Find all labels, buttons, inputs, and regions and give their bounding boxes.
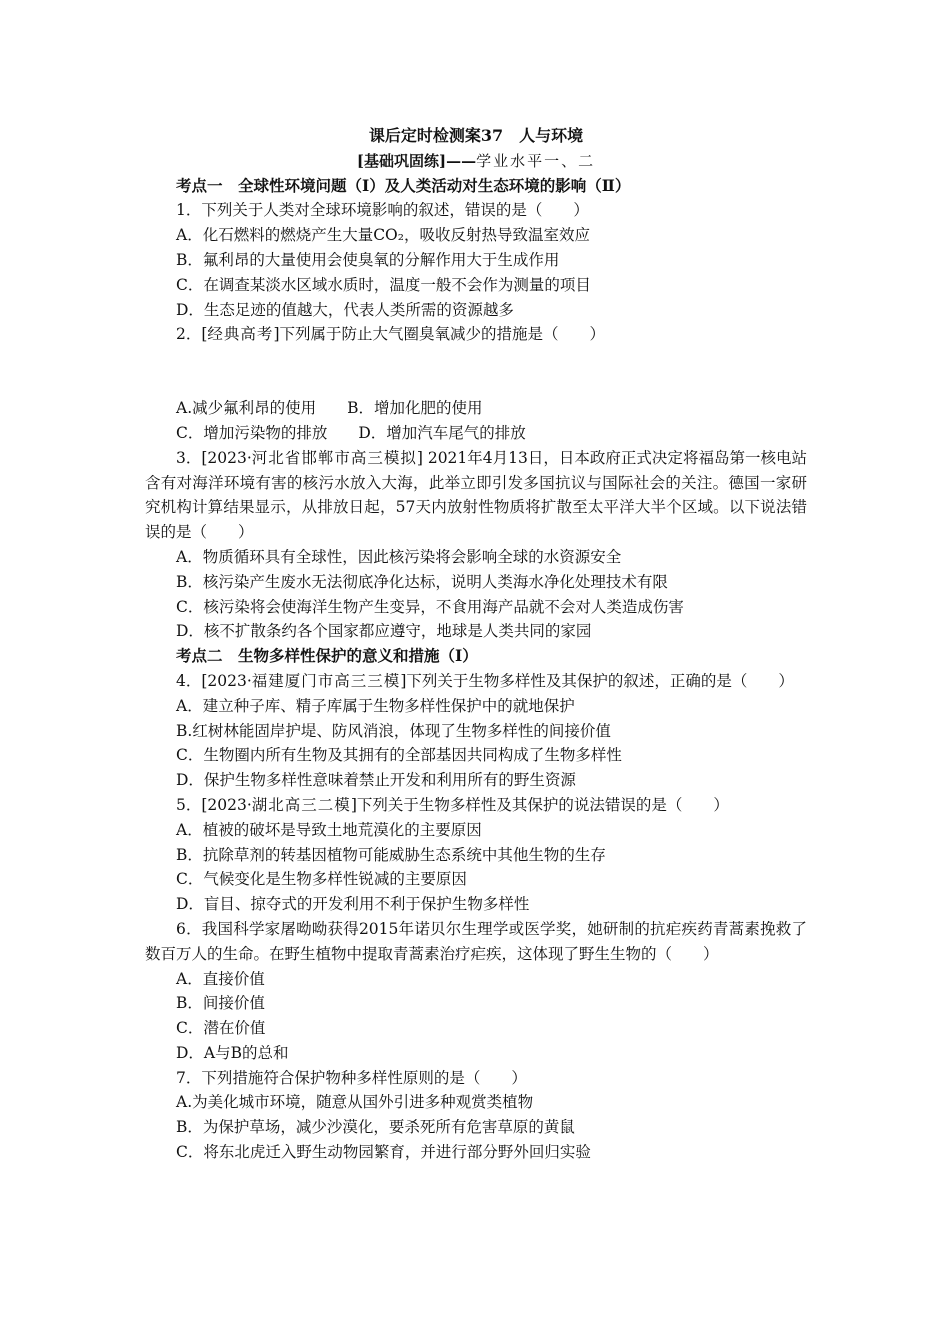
option-a: A.为美化城市环境，随意从国外引进多种观赏类植物: [176, 1093, 534, 1112]
question-6: [145, 917, 807, 1066]
question-5: [145, 793, 807, 917]
stem-source: 经典高考: [207, 325, 274, 344]
subtitle-stage: 学业水平一、二: [476, 151, 596, 170]
option-d: D．生态足迹的值越大，代表人类所需的资源越多: [176, 300, 514, 319]
stem-text: ]下列属于防止大气圈臭氧减少的措施是（ ）: [273, 325, 605, 344]
option-a: A．物质循环具有全球性，因此核污染将会影响全球的水资源安全: [176, 547, 622, 566]
question-stem: 1．下列关于人类对全球环境影响的叙述，错误的是（ ）: [176, 201, 589, 220]
question-stem: [145, 669, 807, 694]
stem-text: ]下列关于生物多样性及其保护的说法错误的是（ ）: [350, 795, 729, 814]
question-stem: 6．我国科学家屠呦呦获得2015年诺贝尔生理学或医学奖，她研制的抗疟疾药青蒿素挽救了数百万人的生命。在野生植物中提取青蒿素治疗疟疾，这体现了野生生物的（ ）: [145, 919, 807, 963]
stem-prefix: 2．[: [176, 325, 208, 344]
option-b: B．间接价值: [176, 994, 265, 1013]
stem-source: 湖北高三二模: [251, 795, 351, 814]
option-c: C．在调查某淡水区域水质时，温度一般不会作为测量的项目: [176, 275, 591, 294]
option-row-ab: A.减少氟利昂的使用 B．增加化肥的使用: [176, 399, 483, 418]
option-a: A．化石燃料的燃烧产生大量CO₂，吸收反射热导致温室效应: [176, 226, 590, 245]
section-heading-1: 考点一 全球性环境问题（Ⅰ）及人类活动对生态环境的影响（Ⅱ）: [176, 175, 631, 195]
option-row-cd: C．增加污染物的排放 D．增加汽车尾气的排放: [176, 423, 526, 442]
option-d: D．核不扩散条约各个国家都应遵守，地球是人类共同的家园: [176, 622, 592, 641]
option-b: B．抗除草剂的转基因植物可能威胁生态系统中其他生物的生存: [176, 845, 606, 864]
question-stem: [145, 322, 807, 347]
question-stem: [145, 793, 807, 818]
question-stem: [145, 446, 807, 545]
option-b: B．为保护草场，减少沙漠化，要杀死所有危害草原的黄鼠: [176, 1118, 575, 1137]
option-b: B．核污染产生废水无法彻底净化达标，说明人类海水净化处理技术有限: [176, 572, 668, 591]
option-a: A．建立种子库、精子库属于生物多样性保护中的就地保护: [176, 696, 575, 715]
option-b: B.红树林能固岸护堤、防风消浪，体现了生物多样性的间接价值: [176, 721, 611, 740]
blank-space: [145, 347, 807, 396]
option-d: D．盲目、掠夺式的开发利用不利于保护生物多样性: [176, 895, 530, 914]
subtitle-bracket: [基础巩固练]——: [356, 151, 477, 170]
question-stem: 7．下列措施符合保护物种多样性原则的是（ ）: [176, 1068, 527, 1087]
option-a: A．直接价值: [176, 969, 265, 988]
option-c: C．气候变化是生物多样性锐减的主要原因: [176, 870, 467, 889]
page-subtitle: [145, 149, 807, 174]
section-heading-2: 考点二 生物多样性保护的意义和措施（Ⅰ）: [176, 646, 478, 666]
question-7: [145, 1066, 807, 1165]
option-c: C．潜在价值: [176, 1019, 266, 1038]
page-title: 课后定时检测案37 人与环境: [368, 126, 584, 145]
stem-text: ] 2021年4月13日，日本政府正式决定将福岛第一核电站含有对海洋环境有害的核污水放入大海，此举立即引发多国抗议与国际社会的关注。德国一家研究机构计算结果显示，从排放日起，57天内放射性物质将扩散至太平洋大半个区域。以下说法错误的是（ ）: [145, 448, 807, 542]
option-c: C．核污染将会使海洋生物产生变异，不食用海产品就不会对人类造成伤害: [176, 597, 684, 616]
question-1: [145, 198, 807, 322]
stem-source: 河北省邯郸市高三模拟: [251, 448, 417, 467]
question-4: [145, 669, 807, 793]
option-b: B．氟利昂的大量使用会使臭氧的分解作用大于生成作用: [176, 250, 560, 269]
stem-prefix: 4．[2023·: [176, 671, 252, 690]
option-c: C．生物圈内所有生物及其拥有的全部基因共同构成了生物多样性: [176, 746, 622, 765]
question-3: [145, 446, 807, 644]
option-d: D．保护生物多样性意味着禁止开发和利用所有的野生资源: [176, 771, 576, 790]
stem-text: ]下列关于生物多样性及其保护的叙述，正确的是（ ）: [400, 671, 794, 690]
stem-prefix: 5．[2023·: [176, 795, 252, 814]
option-c: C．将东北虎迁入野生动物园繁育，并进行部分野外回归实验: [176, 1143, 591, 1162]
option-a: A．植被的破坏是导致土地荒漠化的主要原因: [176, 820, 482, 839]
stem-source: 福建厦门市高三三模: [251, 671, 401, 690]
question-2: [145, 322, 807, 445]
option-d: D．A与B的总和: [176, 1043, 289, 1062]
stem-prefix: 3．[2023·: [176, 448, 252, 467]
document-page: [145, 124, 807, 1165]
